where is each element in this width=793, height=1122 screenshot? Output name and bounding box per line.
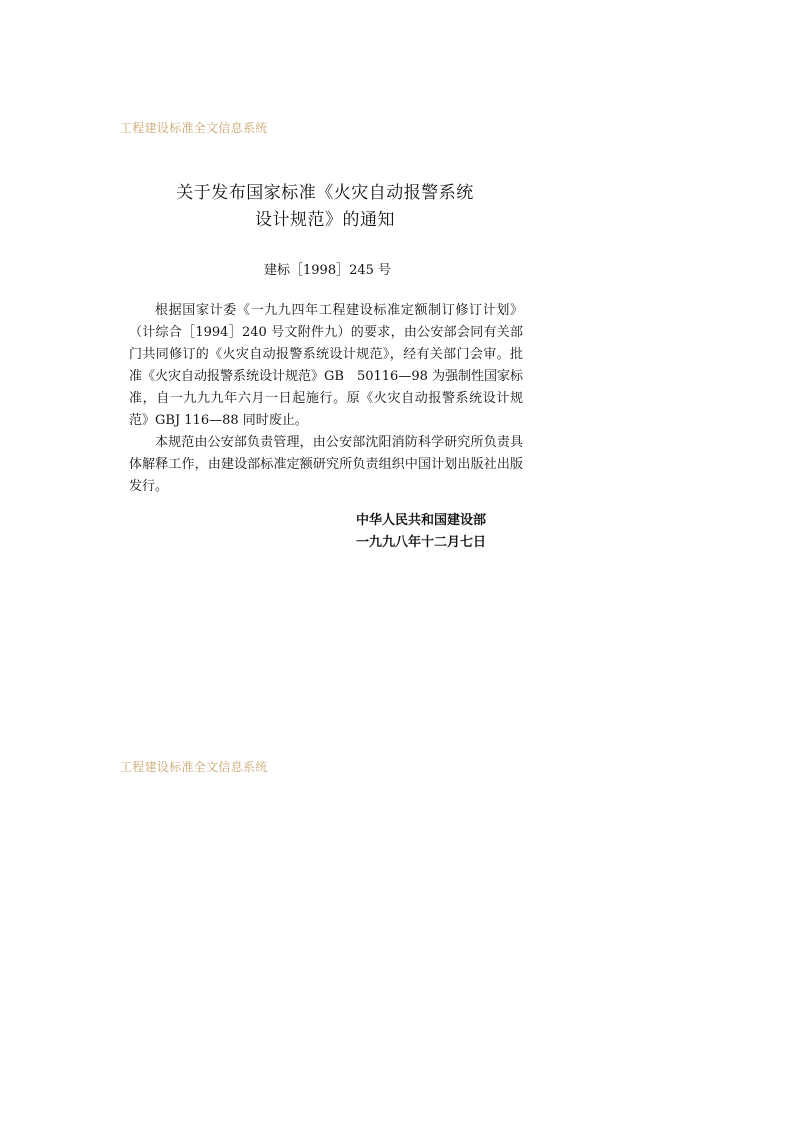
watermark-footer: 工程建设标准全文信息系统 <box>120 760 268 774</box>
body-paragraph-2: 本规范由公安部负责管理，由公安部沈阳消防科学研究所负责具体解释工作，由建设部标准定额研究所负责组织中国计划出版社出版发行。 <box>129 435 523 494</box>
document-title-line-2: 设计规范》的通知 <box>255 210 395 230</box>
document-title <box>0 180 650 234</box>
signature-organization: 中华人民共和国建设部 <box>356 513 487 528</box>
document-number: 建标［1998］245 号 <box>264 263 392 278</box>
signature-block <box>356 510 486 554</box>
body-paragraph-1: 根据国家计委《一九九四年工程建设标准定额制订修订计划》（计综合［1994］240 号文附件九）的要求，由公安部会同有关部门共同修订的《火灾自动报警系统设计规范》，经有关部门会审。批准《火灾自动报警系统设计规范》GB 50116—98 为强制性国家标准，自一九九九年六月一日起施行。原《火灾自动报警系统设计规范》GBJ 116—88 同时废止。 <box>129 303 523 428</box>
watermark-header: 工程建设标准全文信息系统 <box>120 121 268 135</box>
signature-date: 一九九八年十二月七日 <box>356 535 487 550</box>
document-title-line-1: 关于发布国家标准《火灾自动报警系统 <box>176 183 474 203</box>
document-body <box>129 300 523 498</box>
